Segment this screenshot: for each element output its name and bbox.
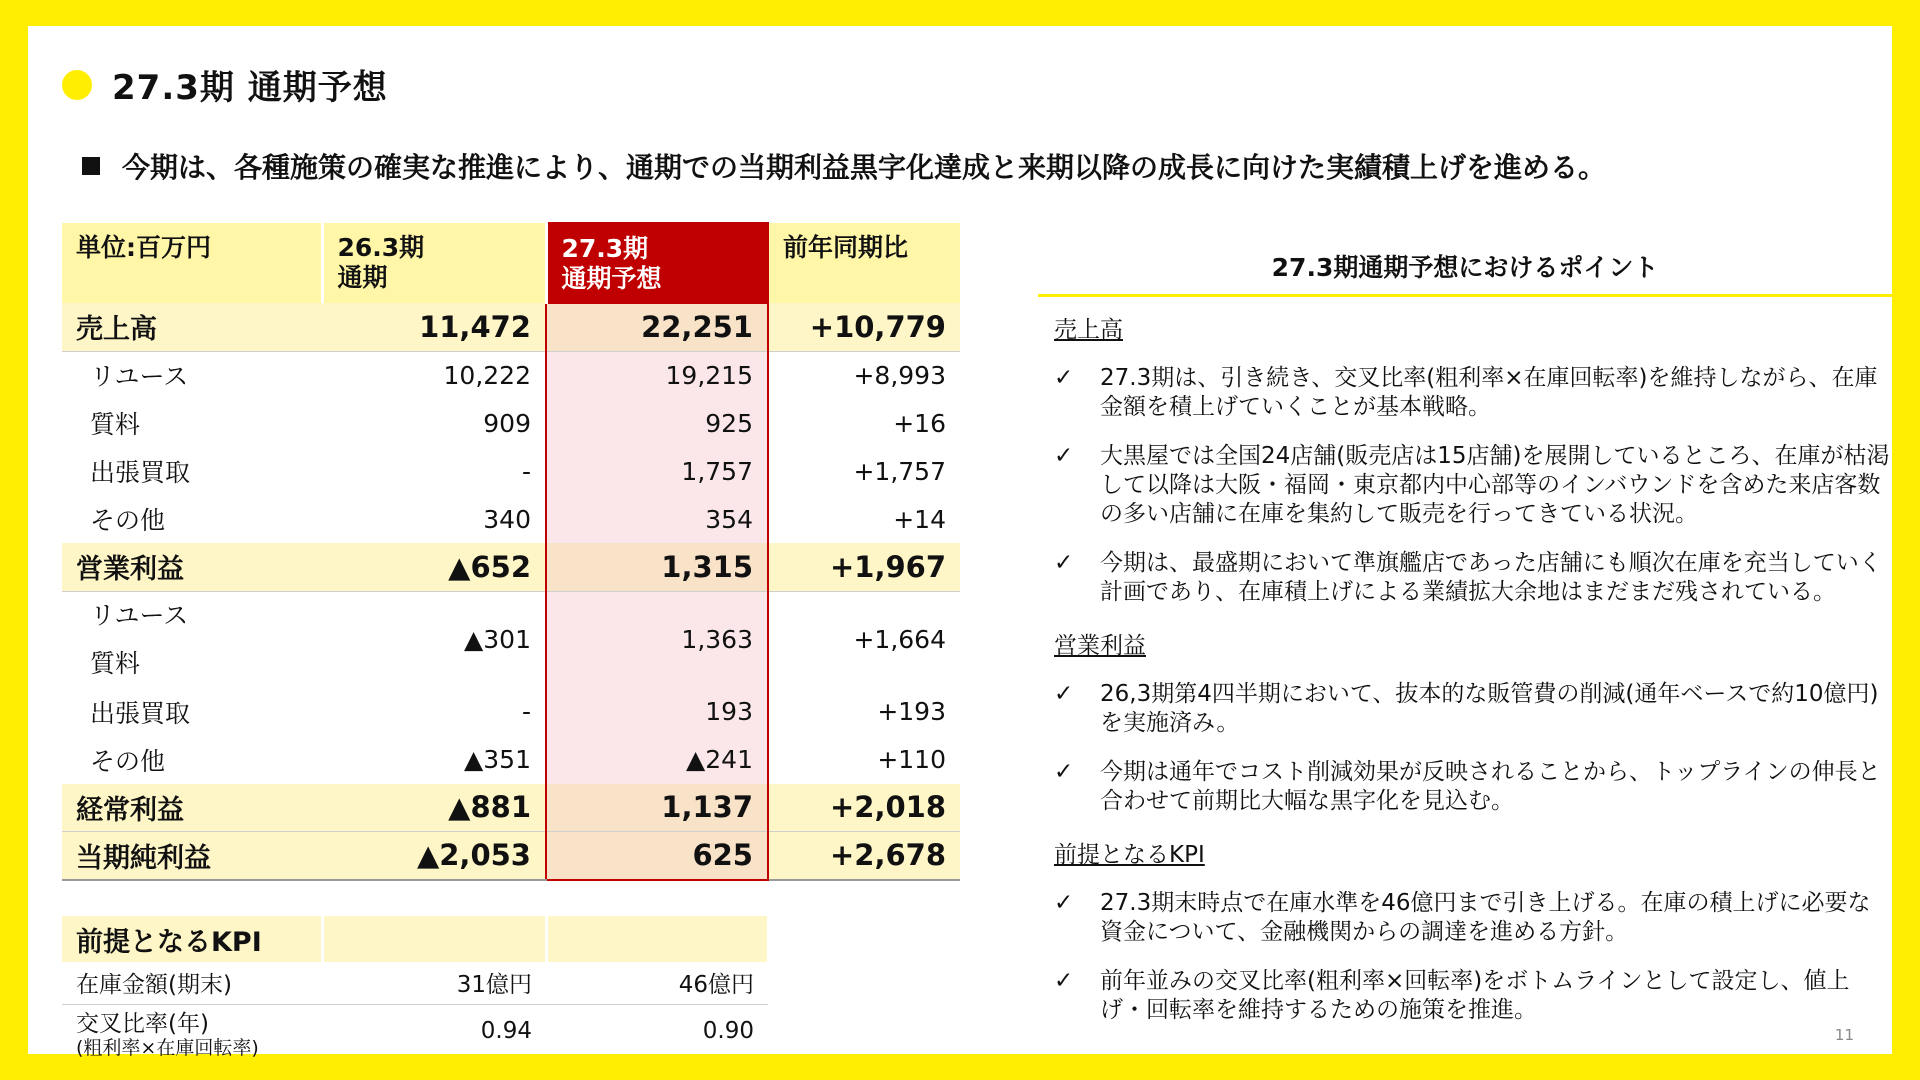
- title-row: [62, 60, 388, 109]
- section-heading: 売上高: [1054, 317, 1123, 343]
- table-row: 交叉比率(年) (粗利率×在庫回転率) 0.94 0.90: [76, 1010, 754, 1059]
- table-row: 出張買取 - 193 +193: [62, 688, 960, 736]
- table-row-merged: リユース 質料 ▲301 1,363 +1,664: [62, 591, 960, 688]
- list-item: ✓ 今期は通年でコスト削減効果が反映されることから、トップラインの伸長と合わせて前期比大幅な黒字化を見込む。: [1054, 759, 1881, 814]
- page-number: 11: [1834, 1026, 1854, 1044]
- list-item: ✓ 26,3期第4四半期において、抜本的な販管費の削減(通年ベースで約10億円)を実施済み。: [1054, 681, 1879, 736]
- kpi-header-row: [62, 916, 768, 962]
- check-icon: ✓: [1054, 968, 1074, 994]
- table-row: 質料 909 925 +16: [62, 399, 960, 447]
- table-row-net-income: 当期純利益 ▲2,053 625 +2,678: [62, 832, 960, 880]
- table-row: リユース 10,222 19,215 +8,993: [62, 351, 960, 399]
- square-bullet-icon: [82, 157, 100, 175]
- header-diff: 前年同期比: [768, 223, 960, 303]
- table-row-operating-profit: 営業利益 ▲652 1,315 +1,967: [62, 543, 960, 591]
- yellow-dot-icon: [62, 70, 92, 100]
- check-icon: ✓: [1054, 681, 1074, 707]
- table-row: その他 340 354 +14: [62, 495, 960, 543]
- check-icon: ✓: [1054, 550, 1074, 576]
- header-prev: 26.3期 通期: [322, 223, 546, 303]
- check-icon: ✓: [1054, 759, 1074, 785]
- panel-title: 27.3期通期予想におけるポイント: [1038, 248, 1892, 297]
- list-item: ✓ 27.3期末時点で在庫水準を46億円まで引き上げる。在庫の積上げに必要な資金について、金融機関からの調達を進める方針。: [1054, 890, 1871, 945]
- kpi-table: [62, 916, 770, 1058]
- points-panel: [1038, 248, 1892, 1045]
- header-curr: 27.3期 通期予想: [546, 223, 768, 303]
- check-icon: ✓: [1054, 365, 1074, 391]
- list-item: ✓ 前年並みの交叉比率(粗利率×回転率)をボトムラインとして設定し、値上げ・回転率を維持するための施策を推進。: [1054, 968, 1850, 1023]
- lead-statement: [82, 146, 1606, 186]
- slide: [28, 26, 1892, 1059]
- header-unit: 単位:百万円: [62, 223, 322, 303]
- check-icon: ✓: [1054, 443, 1074, 469]
- table-row-ordinary-profit: 経常利益 ▲881 1,137 +2,018: [62, 784, 960, 832]
- table-row: 在庫金額(期末) 31億円 46億円: [62, 962, 768, 1004]
- table-row: その他 ▲351 ▲241 +110: [62, 736, 960, 784]
- section-heading: 前提となるKPI: [1054, 842, 1205, 868]
- lead-text: 今期は、各種施策の確実な推進により、通期での当期利益黒字化達成と来期以降の成長に向けた実績積上げを進める。: [122, 151, 1607, 184]
- section-heading: 営業利益: [1054, 633, 1146, 659]
- forecast-table: [62, 222, 960, 881]
- table-row: 出張買取 - 1,757 +1,757: [62, 447, 960, 495]
- page-title: 27.3期 通期予想: [112, 68, 388, 108]
- table-row-sales: 売上高 11,472 22,251 +10,779: [62, 303, 960, 351]
- table-header-row: [62, 223, 960, 303]
- kpi-header: 前提となるKPI: [62, 916, 322, 962]
- list-item: ✓ 今期は、最盛期において準旗艦店であった店舗にも順次在庫を充当していく計画であり、在庫積上げによる業績拡大余地はまだまだ残されている。: [1054, 550, 1882, 605]
- list-item: ✓ 大黒屋では全国24店舗(販売店は15店舗)を展開しているところ、在庫が枯渇して以降は大阪・福岡・東京都内中心部等のインバウンドを含めた来店客数の多い店舗に在庫を集約して販売を行ってきている状況。: [1054, 443, 1890, 527]
- check-icon: ✓: [1054, 890, 1074, 916]
- list-item: ✓ 27.3期は、引き続き、交叉比率(粗利率×在庫回転率)を維持しながら、在庫金額を積上げていくことが基本戦略。: [1054, 365, 1878, 420]
